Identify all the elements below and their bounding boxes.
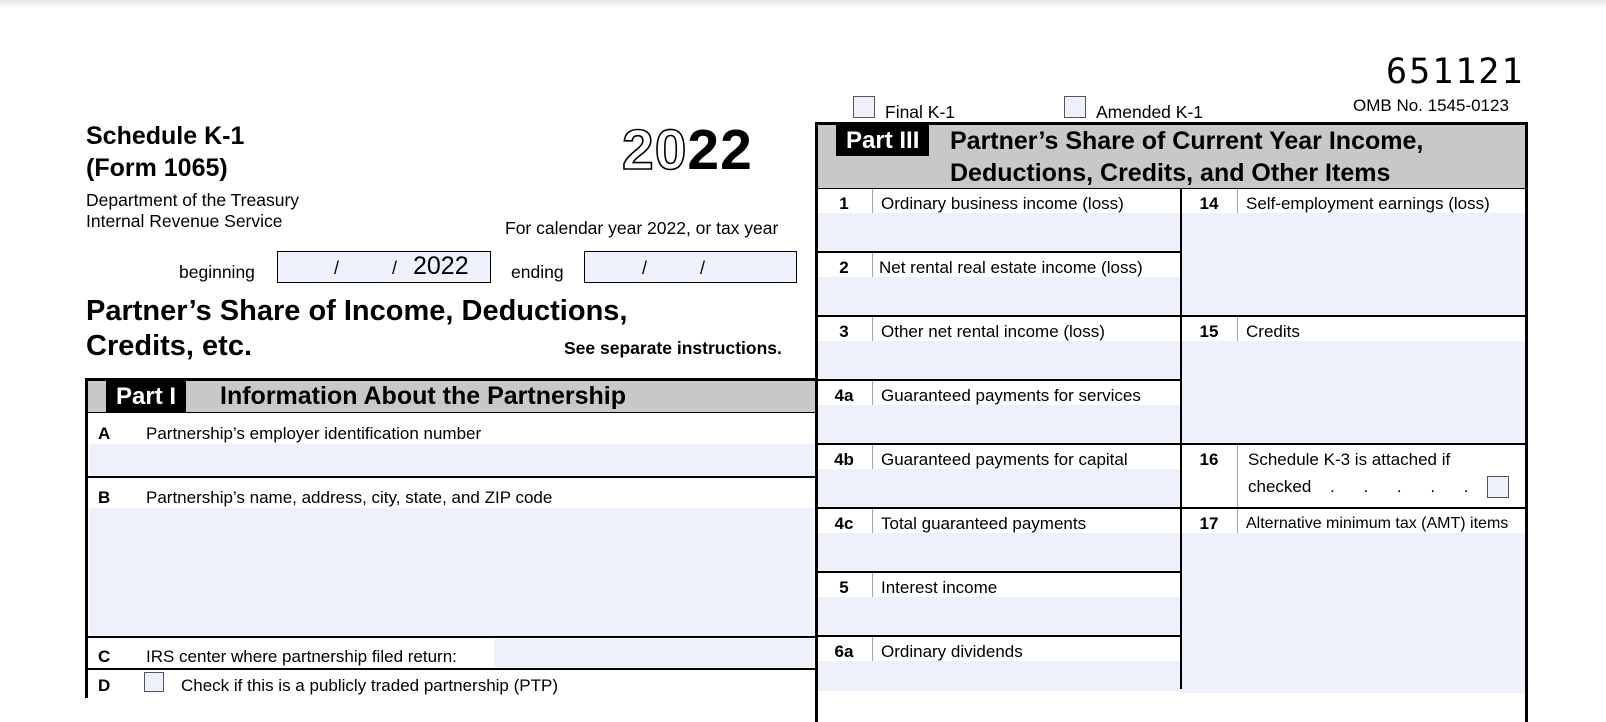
irs-center-field[interactable]: [494, 639, 814, 667]
divider: [88, 636, 815, 638]
box-16-leader-dots: . . . . .: [1330, 477, 1481, 496]
row-divider: [818, 251, 1180, 253]
box-4c-number: 4c: [834, 514, 854, 533]
ending-date-field[interactable]: [584, 251, 797, 283]
box-2-label: Net rental real estate income (loss): [879, 258, 1143, 277]
part1-title: Information About the Partnership: [220, 382, 627, 410]
form-title-line2: Credits, etc.: [86, 330, 252, 362]
beginning-date-slash-1: /: [334, 258, 340, 278]
ending-date-slash-1: /: [642, 258, 648, 278]
row-divider: [818, 635, 1180, 637]
tax-year: [622, 118, 753, 182]
schedule-k3-checkbox[interactable]: [1487, 476, 1509, 498]
box-3-label: Other net rental income (loss): [881, 322, 1105, 341]
box-3-number: 3: [839, 322, 849, 341]
row-b-letter: B: [98, 488, 111, 507]
amended-k1-checkbox[interactable]: [1064, 96, 1086, 118]
row-a-label: Partnership’s employer identification number: [146, 424, 482, 443]
form-title: [86, 294, 627, 364]
box-4a-number: 4a: [834, 386, 854, 405]
divider: [88, 668, 815, 670]
box-4a-label: Guaranteed payments for services: [881, 386, 1141, 405]
box-16-label-line2: checked: [1248, 477, 1312, 496]
ptp-checkbox[interactable]: [144, 672, 164, 692]
top-shadow: [0, 0, 1606, 8]
final-k1-checkbox[interactable]: [853, 96, 875, 118]
box-5-number: 5: [839, 578, 849, 597]
form-name-line2: (Form 1065): [86, 154, 228, 182]
row-d-letter: D: [98, 676, 111, 695]
row-divider: [818, 379, 1180, 381]
part1-header: [88, 381, 815, 413]
box-15-number: 15: [1199, 322, 1219, 341]
box-4c-label: Total guaranteed payments: [881, 514, 1087, 533]
part3-title-line1: Partner’s Share of Current Year Income,: [950, 127, 1424, 155]
ein-field[interactable]: [89, 444, 814, 476]
tax-year-outline: 20: [622, 118, 688, 182]
department-line2: Internal Revenue Service: [86, 211, 283, 231]
row-divider: [818, 315, 1180, 317]
box-4c-field[interactable]: [818, 533, 1180, 571]
part3-tag: Part III: [836, 125, 929, 156]
box-4b-field[interactable]: [818, 469, 1180, 507]
beginning-label: beginning: [179, 262, 255, 282]
box-16-number: 16: [1199, 450, 1219, 469]
part1-tag: Part I: [106, 381, 186, 412]
row-b-label: Partnership’s name, address, city, state, and ZIP code: [146, 488, 553, 507]
box-17-field[interactable]: [1182, 533, 1525, 693]
box-1-number: 1: [839, 194, 849, 213]
beginning-date-slash-2: /: [392, 258, 398, 278]
part3-title-line2: Deductions, Credits, and Other Items: [950, 159, 1391, 187]
box-5-label: Interest income: [881, 578, 998, 597]
box-6a-label: Ordinary dividends: [881, 642, 1023, 661]
box-14-field[interactable]: [1182, 213, 1525, 315]
box-1-field[interactable]: [818, 213, 1180, 251]
form-number: 651121: [1386, 52, 1525, 92]
row-c-letter: C: [98, 647, 111, 666]
box-14-label: Self-employment earnings (loss): [1246, 194, 1490, 213]
box-17-label: Alternative minimum tax (AMT) items: [1246, 515, 1509, 532]
ending-label: ending: [511, 262, 564, 282]
part3-title: [950, 125, 1423, 189]
part3-header: [818, 125, 1525, 189]
box-6a-number: 6a: [834, 642, 854, 661]
row-divider: [818, 443, 1180, 445]
box-4b-label: Guaranteed payments for capital: [881, 450, 1128, 469]
tax-year-bold: 22: [687, 118, 753, 182]
beginning-year: 2022: [413, 252, 469, 280]
department-line1: Department of the Treasury: [86, 190, 300, 210]
omb-number: OMB No. 1545-0123: [1353, 96, 1509, 115]
amended-k1-label: Amended K-1: [1096, 102, 1204, 122]
ending-date-slash-2: /: [700, 258, 706, 278]
row-divider: [1182, 443, 1525, 445]
box-17-number: 17: [1199, 514, 1219, 533]
row-c-label: IRS center where partnership filed return:: [146, 647, 457, 666]
box-2-field[interactable]: [818, 277, 1180, 315]
box-4b-number: 4b: [834, 450, 854, 469]
form-name-line1: Schedule K-1: [86, 122, 245, 150]
box-16-label-line1: Schedule K-3 is attached if: [1248, 450, 1451, 469]
box-4a-field[interactable]: [818, 405, 1180, 443]
final-k1-label: Final K-1: [885, 102, 956, 122]
row-divider: [818, 507, 1180, 509]
form-title-line1: Partner’s Share of Income, Deductions,: [86, 295, 628, 327]
row-divider: [818, 571, 1180, 573]
beginning-date-field[interactable]: [277, 251, 491, 283]
row-a-letter: A: [98, 424, 111, 443]
box-14-number: 14: [1199, 194, 1219, 213]
box-1-label: Ordinary business income (loss): [881, 194, 1124, 213]
box-6a-field[interactable]: [818, 661, 1180, 691]
form-name: [86, 120, 244, 184]
row-divider: [1182, 315, 1525, 317]
row-d-label: Check if this is a publicly traded partnership (PTP): [181, 676, 558, 695]
box-5-field[interactable]: [818, 597, 1180, 635]
box-2-number: 2: [839, 258, 849, 277]
see-instructions: See separate instructions.: [564, 338, 782, 358]
calendar-year-text: For calendar year 2022, or tax year: [505, 218, 779, 238]
row-divider: [1182, 507, 1525, 509]
box-15-label: Credits: [1246, 322, 1300, 341]
box-15-field[interactable]: [1182, 341, 1525, 443]
divider: [88, 476, 815, 478]
department: [86, 190, 299, 232]
partnership-name-address-field[interactable]: [89, 508, 814, 636]
box-3-field[interactable]: [818, 341, 1180, 379]
